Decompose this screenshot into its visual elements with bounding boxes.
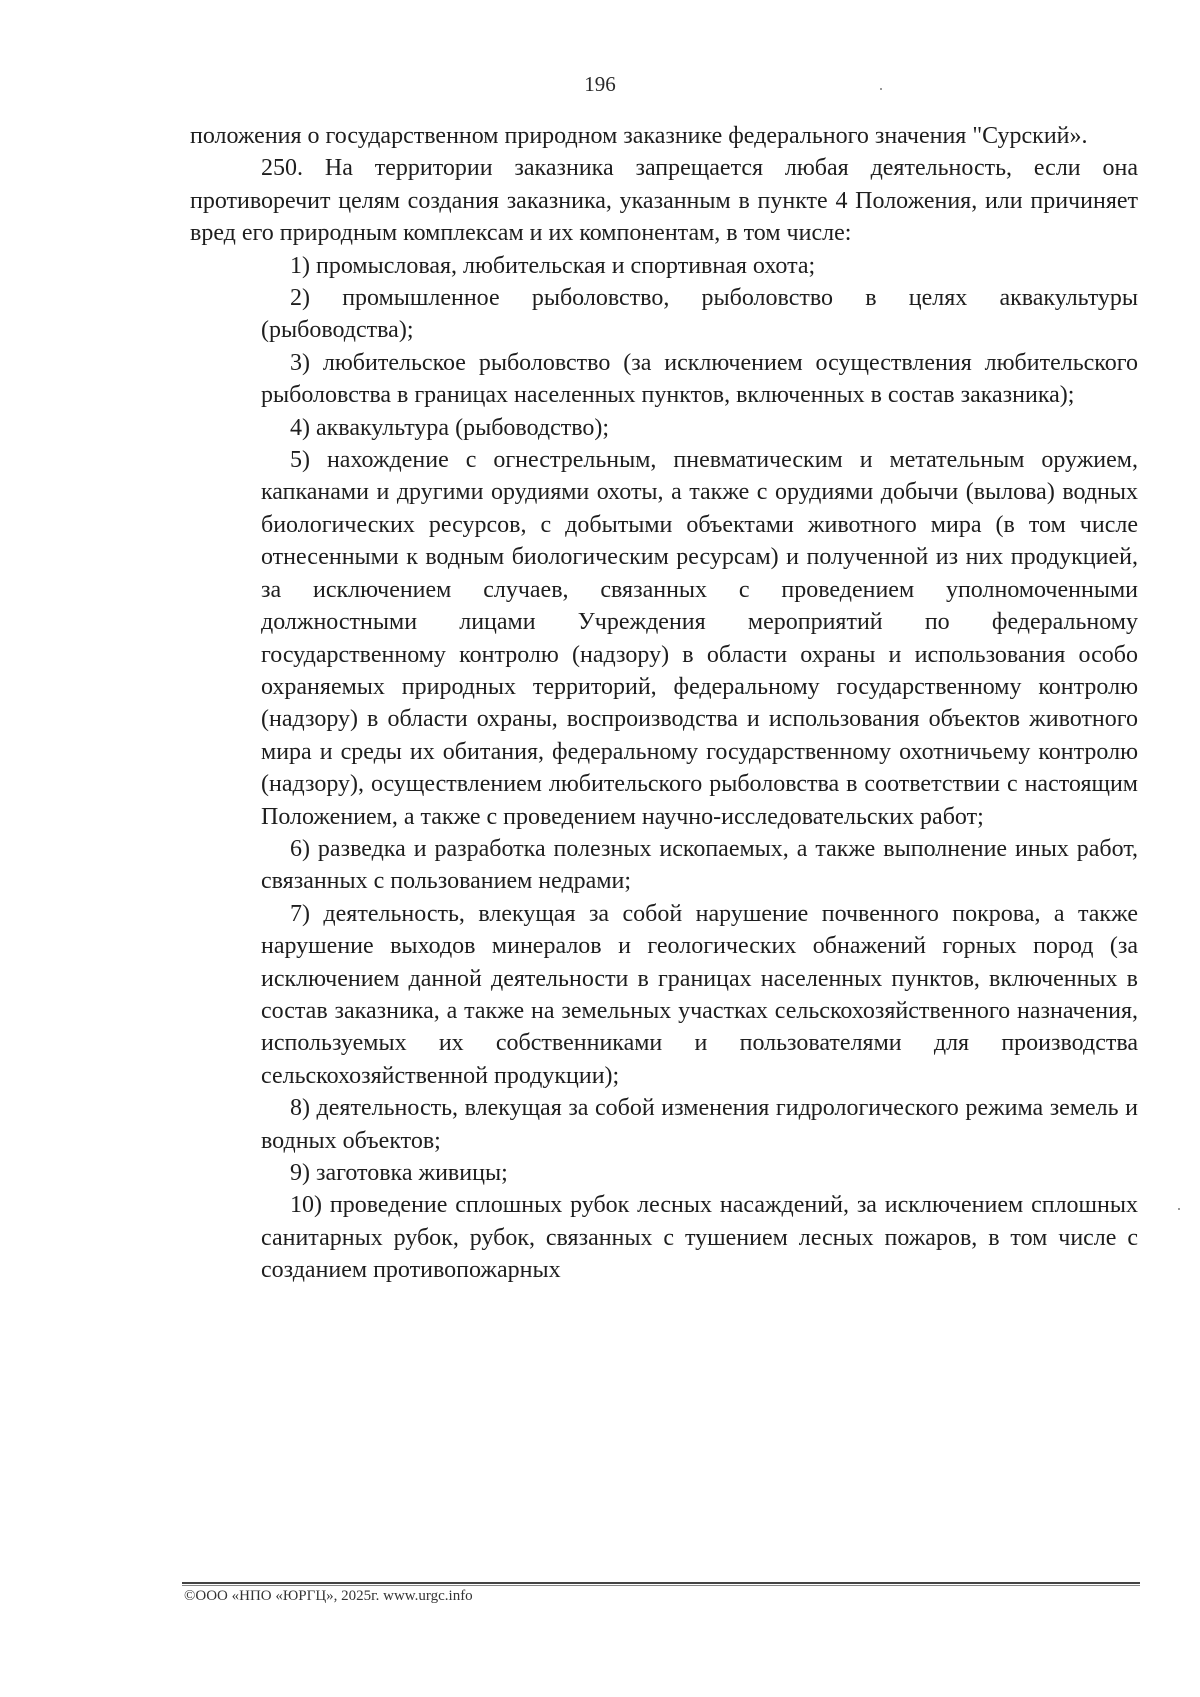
scan-speck	[880, 88, 882, 90]
list-item-5: 5) нахождение с огнестрельным, пневматическим и метательным оружием, капканами и другими орудиями охоты, а также с орудиями добычи (вылова) водных биологических ресурсов, с добытыми объектами животного мира (в том числе отнесенными к водным биологическим ресурсам) и полученной из них продукцией, за исключением случаев, связанных с проведением уполномоченными должностными лицами Учреждения мероприятий по федеральному государственному контролю (надзору) в области охраны и использования особо охраняемых природных территорий, федеральному государственному контролю (надзору) в области охраны, воспроизводства и использования объектов животного мира и среды их обитания, федеральному государственному охотничьему контролю (надзору), осуществлением любительского рыболовства в соответствии с настоящим Положением, а также с проведением научно-исследовательских работ;	[261, 447, 1138, 830]
list-item-1: 1) промысловая, любительская и спортивная охота;	[290, 252, 816, 279]
scan-speck	[1178, 1208, 1180, 1210]
footer-divider	[182, 1582, 1140, 1584]
document-body	[190, 120, 1138, 1287]
footer-divider-secondary	[182, 1585, 1140, 1586]
list-item-3: 3) любительское рыболовство (за исключением осуществления любительского рыболовства в границах населенных пунктов, включенных в состав заказника);	[261, 349, 1138, 409]
intro-paragraph: положения о государственном природном заказнике федерального значения "Сурский».	[190, 123, 1088, 149]
list-item-7: 7) деятельность, влекущая за собой нарушение почвенного покрова, а также нарушение выходов минералов и геологических обнажений горных пород (за исключением данной деятельности в границах населенных пунктов, включенных в состав заказника, а также на земельных участках сельскохозяйственного назначения, используемых их собственниками и пользователями для производства сельскохозяйственной продукции);	[261, 900, 1138, 1089]
list-item-8: 8) деятельность, влекущая за собой изменения гидрологического режима земель и водных объектов;	[261, 1095, 1138, 1154]
list-item-2: 2) промышленное рыболовство, рыболовство в целях аквакультуры (рыбоводства);	[261, 285, 1138, 344]
article-250: 250. На территории заказника запрещается любая деятельность, если она противоречит целям создания заказника, указанным в пункте 4 Положения, или причиняет вред его природным комплексам и их компонентам, в том числе:	[190, 155, 1138, 247]
list-item-6: 6) разведка и разработка полезных ископаемых, а также выполнение иных работ, связанных с пользованием недрами;	[261, 835, 1138, 895]
list-item-4: 4) аквакультура (рыбоводство);	[290, 414, 610, 441]
page-number: 196	[584, 72, 616, 96]
list-item-10: 10) проведение сплошных рубок лесных насаждений, за исключением сплошных санитарных рубок, рубок, связанных с тушением лесных пожаров, в том числе с созданием противопожарных	[261, 1192, 1138, 1284]
footer-copyright: ©ООО «НПО «ЮРГЦ», 2025г. www.urgc.info	[184, 1588, 473, 1604]
list-item-9: 9) заготовка живицы;	[290, 1160, 508, 1186]
